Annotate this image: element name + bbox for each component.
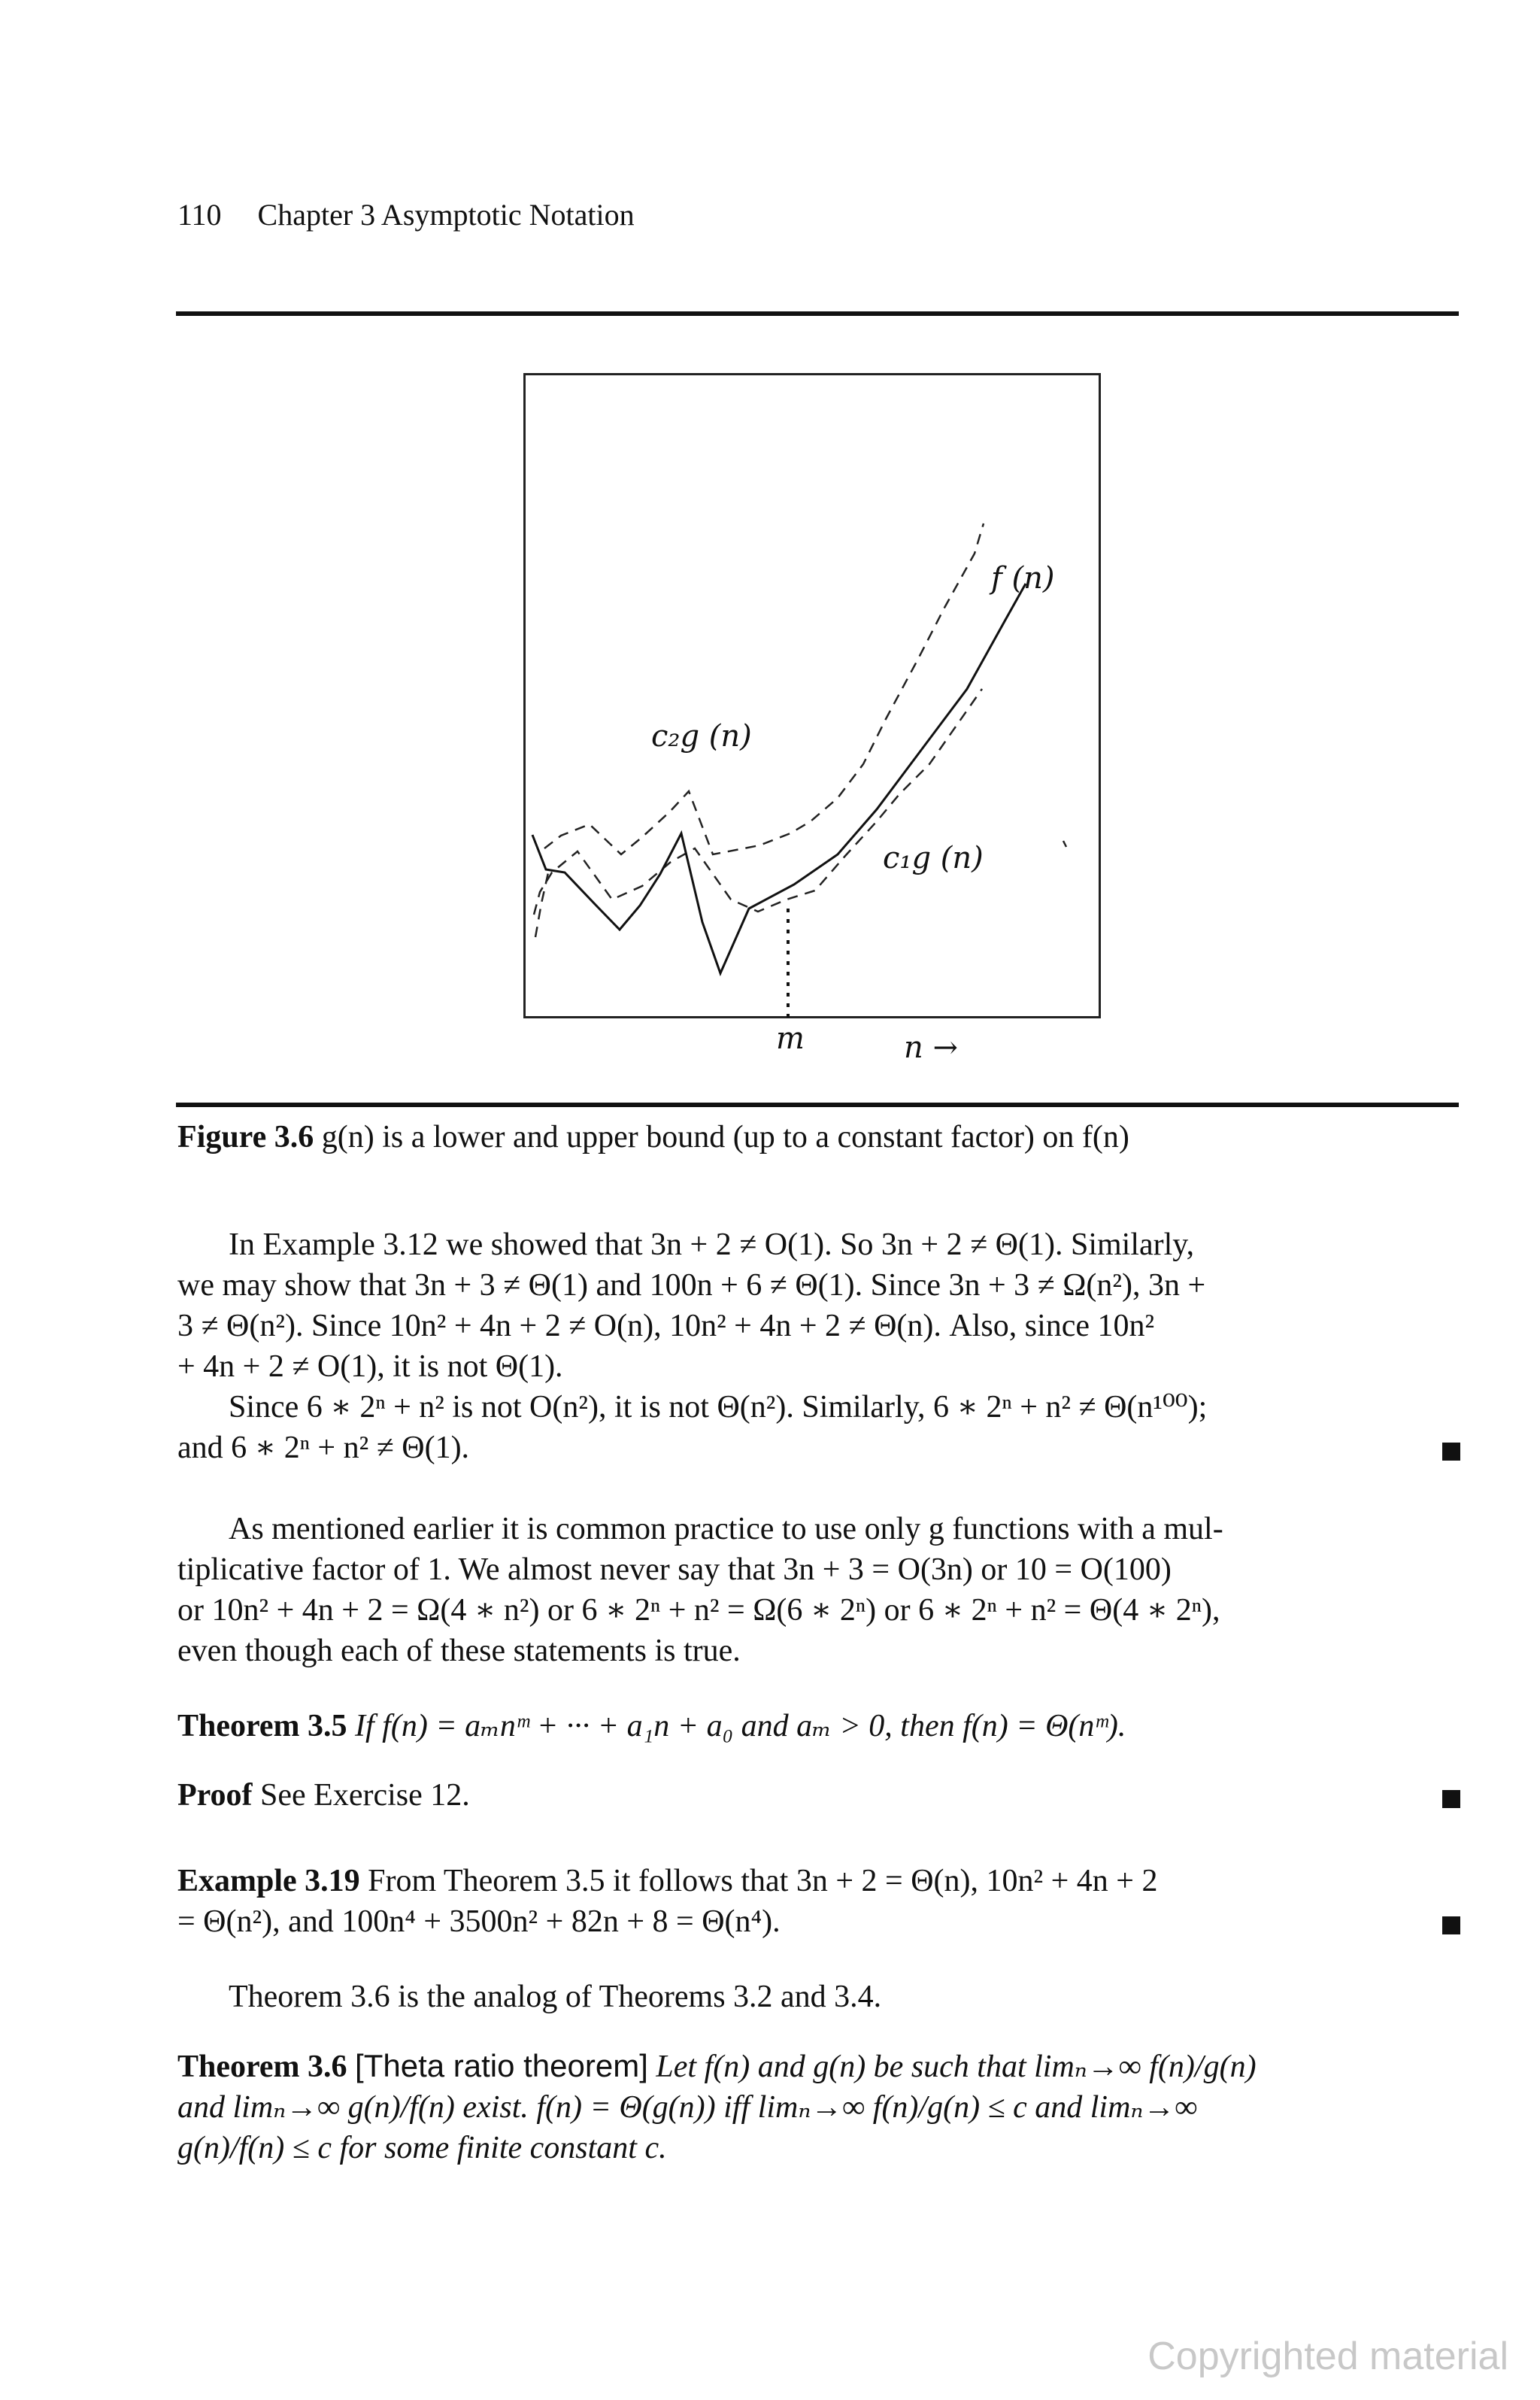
text-line: In Example 3.12 we showed that 3n + 2 ≠ O(1). So 3n + 2 ≠ Θ(1). Similarly, xyxy=(229,1227,1195,1262)
text-line-qed xyxy=(177,1428,1460,1468)
text-line: Let f(n) and g(n) be such that limₙ→∞ f(n)/g(n) xyxy=(656,2050,1257,2084)
top-rule xyxy=(176,311,1459,316)
text-line: + 4n + 2 ≠ O(1), it is not Θ(1). xyxy=(177,1349,563,1384)
example-label: Example 3.19 xyxy=(177,1864,360,1898)
text-line: 3 ≠ Θ(n²). Since 10n² + 4n + 2 ≠ O(n), 10n² + 4n + 2 ≠ Θ(n). Also, since 10n² xyxy=(177,1309,1155,1343)
bottom-rule xyxy=(176,1103,1459,1107)
text-line: = Θ(n²), and 100n⁴ + 3500n² + 82n + 8 = Θ(n⁴). xyxy=(177,1904,781,1939)
proof xyxy=(177,1775,1460,1816)
copyright-watermark: Copyrighted material xyxy=(1147,2335,1508,2378)
example-3-19 xyxy=(177,1861,1460,1942)
paragraph-4 xyxy=(177,1977,1460,2017)
text-line: As mentioned earlier it is common practice to use only g functions with a mul- xyxy=(229,1512,1223,1546)
text-line: From Theorem 3.5 it follows that 3n + 2 = Θ(n), 10n² + 4n + 2 xyxy=(368,1864,1158,1898)
text-line: we may show that 3n + 3 ≠ Θ(1) and 100n + 6 ≠ Θ(1). Since 3n + 3 ≠ Ω(n²), 3n + xyxy=(177,1268,1206,1303)
theorem-3-5 xyxy=(177,1706,1460,1746)
proof-text: See Exercise 12. xyxy=(260,1778,470,1813)
bound-plot xyxy=(523,373,1101,1018)
theorem-statement: If f(n) = aₘnᵐ + ··· + a₁n + a₀ and aₘ > 0, then f(n) = Θ(nᵐ). xyxy=(355,1709,1126,1743)
text-line: tiplicative factor of 1. We almost never say that 3n + 3 = O(3n) or 10 = O(100) xyxy=(177,1552,1172,1587)
running-header xyxy=(177,197,635,232)
label-c2g: c₂g (n) xyxy=(651,719,752,754)
left-tail xyxy=(535,869,549,937)
text-line: and 6 ∗ 2ⁿ + n² ≠ Θ(1). xyxy=(177,1431,470,1465)
text-line: Theorem 3.6 is the analog of Theorems 3.2 and 3.4. xyxy=(229,1980,882,2014)
theorem-3-6 xyxy=(177,2046,1460,2168)
figure-caption xyxy=(177,1119,1460,1155)
label-c1g: c₁g (n) xyxy=(883,841,984,875)
c2g-curve xyxy=(544,523,984,854)
label-m: m xyxy=(776,1021,805,1056)
label-n-arrow: n → xyxy=(904,1030,958,1065)
text-line: Since 6 ∗ 2ⁿ + n² is not O(n²), it is not Θ(n²). Similarly, 6 ∗ 2ⁿ + n² ≠ Θ(n¹⁰⁰); xyxy=(229,1390,1208,1425)
text-line: and limₙ→∞ g(n)/f(n) exist. f(n) = Θ(g(n)) iff limₙ→∞ f(n)/g(n) ≤ c and limₙ→∞ xyxy=(177,2090,1198,2125)
f-curve xyxy=(532,584,1026,973)
paragraph-3 xyxy=(177,1509,1460,1671)
theorem-label: Theorem 3.6 xyxy=(177,2050,347,2084)
label-f: f (n) xyxy=(991,561,1055,596)
theorem-name: [Theta ratio theorem] xyxy=(355,2048,648,2083)
text-line: or 10n² + 4n + 2 = Ω(4 ∗ n²) or 6 ∗ 2ⁿ + n² = Ω(6 ∗ 2ⁿ) or 6 ∗ 2ⁿ + n² = Θ(4 ∗ 2ⁿ), xyxy=(177,1593,1220,1628)
paragraph-1 xyxy=(177,1224,1460,1468)
qed-mark xyxy=(1442,1443,1460,1461)
qed-mark xyxy=(1442,1916,1460,1934)
chapter-title: Chapter 3 Asymptotic Notation xyxy=(257,198,635,232)
proof-label: Proof xyxy=(177,1778,253,1813)
caption-text: g(n) is a lower and upper bound (up to a constant factor) on f(n) xyxy=(321,1120,1129,1154)
caption-label: Figure 3.6 xyxy=(177,1120,314,1154)
text-line: even though each of these statements is true. xyxy=(177,1634,741,1668)
page-number: 110 xyxy=(177,198,222,232)
text-line: g(n)/f(n) ≤ c for some finite constant c. xyxy=(177,2131,667,2165)
c1g-curve xyxy=(534,689,982,915)
qed-mark xyxy=(1442,1790,1460,1808)
theorem-label: Theorem 3.5 xyxy=(177,1709,347,1743)
